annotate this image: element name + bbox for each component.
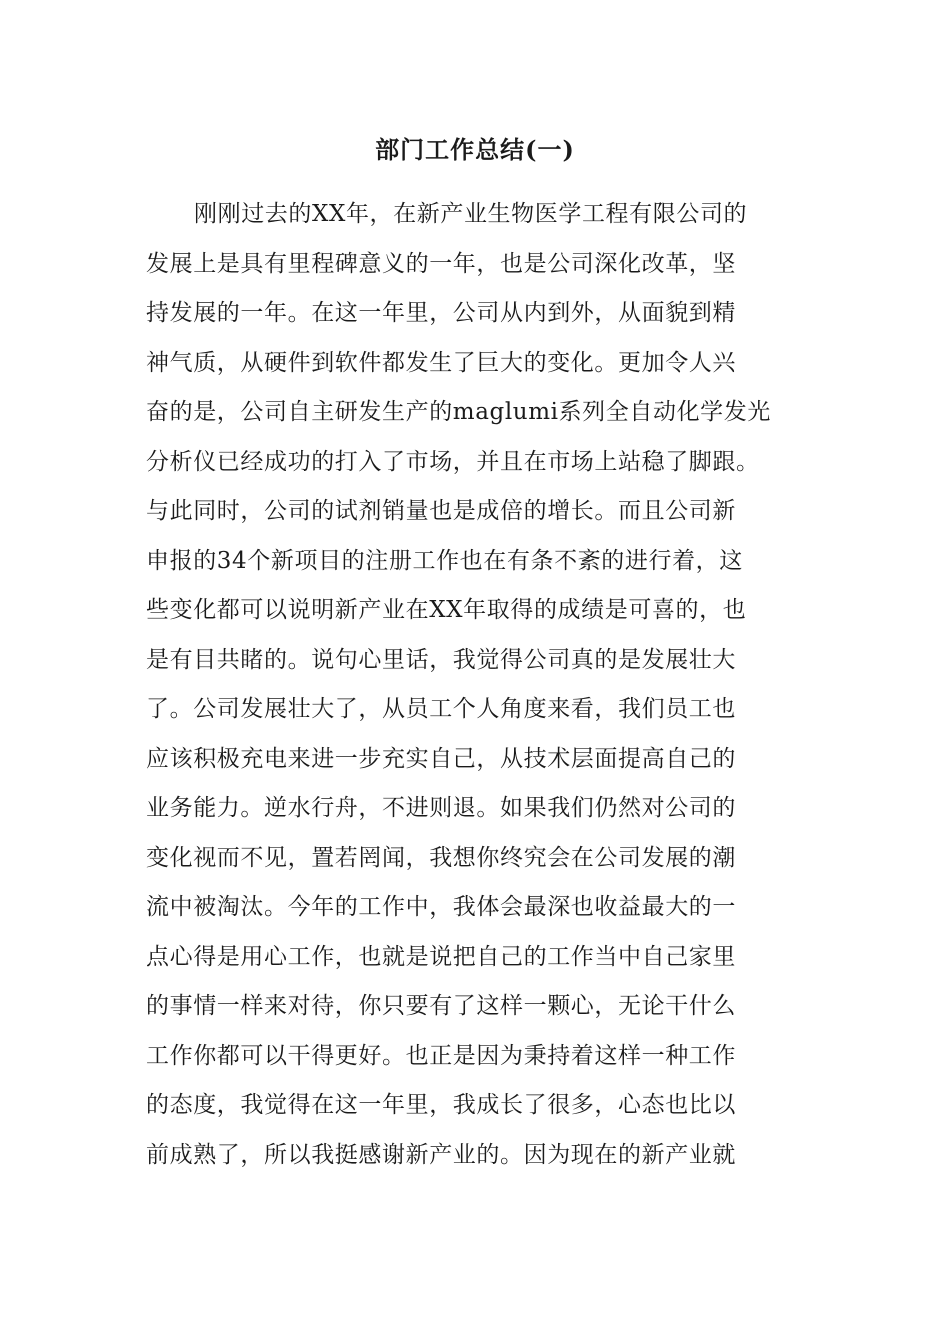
body-line: 发展上是具有里程碑意义的一年，也是公司深化改革，坚	[146, 250, 736, 277]
body-line: 些变化都可以说明新产业在XX年取得的成绩是可喜的，也	[146, 597, 747, 623]
body-line: 是有目共睹的。说句心里话，我觉得公司真的是发展壮大	[146, 646, 736, 673]
body-line: 神气质，从硬件到软件都发生了巨大的变化。更加令人兴	[146, 349, 736, 376]
body-line: 申报的34个新项目的注册工作也在有条不紊的进行着，这	[146, 547, 743, 574]
body-line: 了。公司发展壮大了，从员工个人角度来看，我们员工也	[146, 696, 736, 722]
body-line: 分析仪已经成功的打入了市场，并且在市场上站稳了脚跟。	[146, 448, 760, 475]
document-body	[146, 190, 826, 1180]
body-line: 奋的是，公司自主研发生产的maglumi系列全自动化学发光	[146, 399, 771, 425]
body-line: 的态度，我觉得在这一年里，我成长了很多，心态也比以	[146, 1092, 736, 1118]
body-line: 应该积极充电来进一步充实自己，从技术层面提高自己的	[146, 745, 736, 772]
body-line: 前成熟了，所以我挺感谢新产业的。因为现在的新产业就	[146, 1141, 736, 1168]
body-line: 持发展的一年。在这一年里，公司从内到外，从面貌到精	[146, 300, 736, 326]
body-line: 工作你都可以干得更好。也正是因为秉持着这样一种工作	[146, 1042, 736, 1069]
document-title: 部门工作总结(一)	[375, 135, 575, 164]
body-line: 与此同时，公司的试剂销量也是成倍的增长。而且公司新	[146, 498, 736, 524]
body-line: 的事情一样来对待，你只要有了这样一颗心，无论干什么	[146, 993, 736, 1019]
body-line: 点心得是用心工作，也就是说把自己的工作当中自己家里	[146, 943, 736, 970]
body-line: 刚刚过去的XX年，在新产业生物医学工程有限公司的	[194, 201, 748, 227]
body-line: 流中被淘汰。今年的工作中，我体会最深也收益最大的一	[146, 894, 736, 920]
body-line: 变化视而不见，置若罔闻，我想你终究会在公司发展的潮	[146, 844, 736, 871]
body-line: 业务能力。逆水行舟，不进则退。如果我们仍然对公司的	[146, 795, 736, 821]
